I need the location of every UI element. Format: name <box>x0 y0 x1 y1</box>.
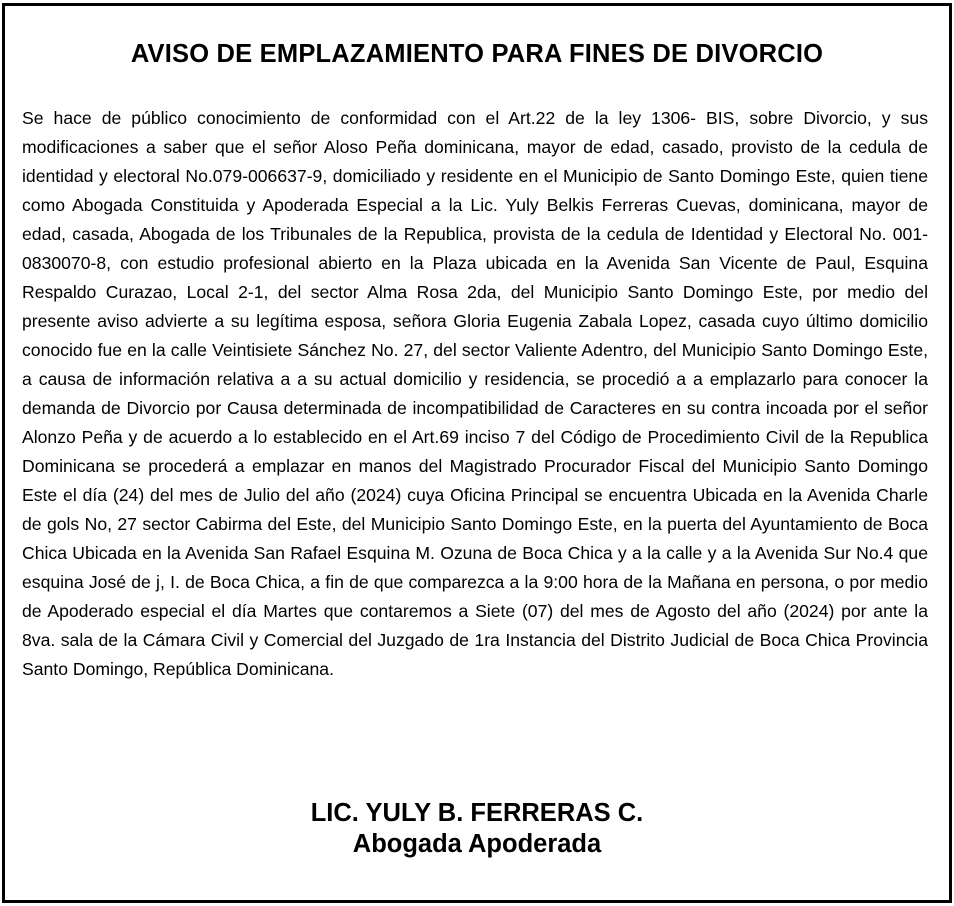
notice-title: AVISO DE EMPLAZAMIENTO PARA FINES DE DIVORCIO <box>130 40 824 68</box>
signature-role: Abogada Apoderada <box>352 830 602 858</box>
legal-notice <box>2 3 952 903</box>
signature-name: LIC. YULY B. FERRERAS C. <box>310 799 644 827</box>
notice-body: Se hace de público conocimiento de conformidad con el Art.22 de la ley 1306- BIS, sobre Divorcio, y sus modificaciones a saber que el señor Aloso Peña dominicana, mayor de edad, casado, provisto de la cedula de identidad y electoral No.079-006637-9, domiciliado y residente en el Municipio de Santo Domingo Este, quien tiene como Abogada Constituida y Apoderada Especial a la Lic. Yuly Belkis Ferreras Cuevas, dominicana, mayor de edad, casada, Abogada de los Tribunales de la Republica, provista de la cedula de Identidad y Electoral No. 001-0830070-8, con estudio profesional abierto en la Plaza ubicada en la Avenida San Vicente de Paul, Esquina Respaldo Curazao, Local 2-1, del sector Alma Rosa 2da, del Municipio Santo Domingo Este, por medio del presente aviso advierte a su legítima esposa, señora Gloria Eugenia Zabala Lopez, casada cuyo último domicilio conocido fue en la calle Veintisiete Sánchez No. 27, del sector Valiente Adentro, del Municipio Santo Domingo Este, a causa de información relativa a a su actual domicilio y residencia, se procedió a a emplazarlo para conocer la demanda de Divorcio por Causa determinada de incompatibilidad de Caracteres en su contra incoada por el señor Alonzo Peña y de acuerdo a lo establecido en el Art.69 inciso 7 del Código de Procedimiento Civil de la Republica Dominicana se procederá a emplazar en manos del Magistrado Procurador Fiscal del Municipio Santo Domingo Este el día (24) del mes de Julio del año (2024) cuya Oficina Principal se encuentra Ubicada en la Avenida Charle de gols No, 27 sector Cabirma del Este, del Municipio Santo Domingo Este, en la puerta del Ayuntamiento de Boca Chica Ubicada en la Avenida San Rafael Esquina M. Ozuna de Boca Chica y a la calle y a la Avenida Sur No.4 que esquina José de j, I. de Boca Chica, a fin de que comparezca a la 9:00 hora de la Mañana en persona, o por medio de Apoderado especial el día Martes que contaremos a Siete (07) del mes de Agosto del año (2024) por ante la 8va. sala de la Cámara Civil y Comercial del Juzgado de 1ra Instancia del Distrito Judicial de Boca Chica Provincia Santo Domingo, República Dominicana. <box>22 108 928 679</box>
signature-block <box>5 798 949 860</box>
